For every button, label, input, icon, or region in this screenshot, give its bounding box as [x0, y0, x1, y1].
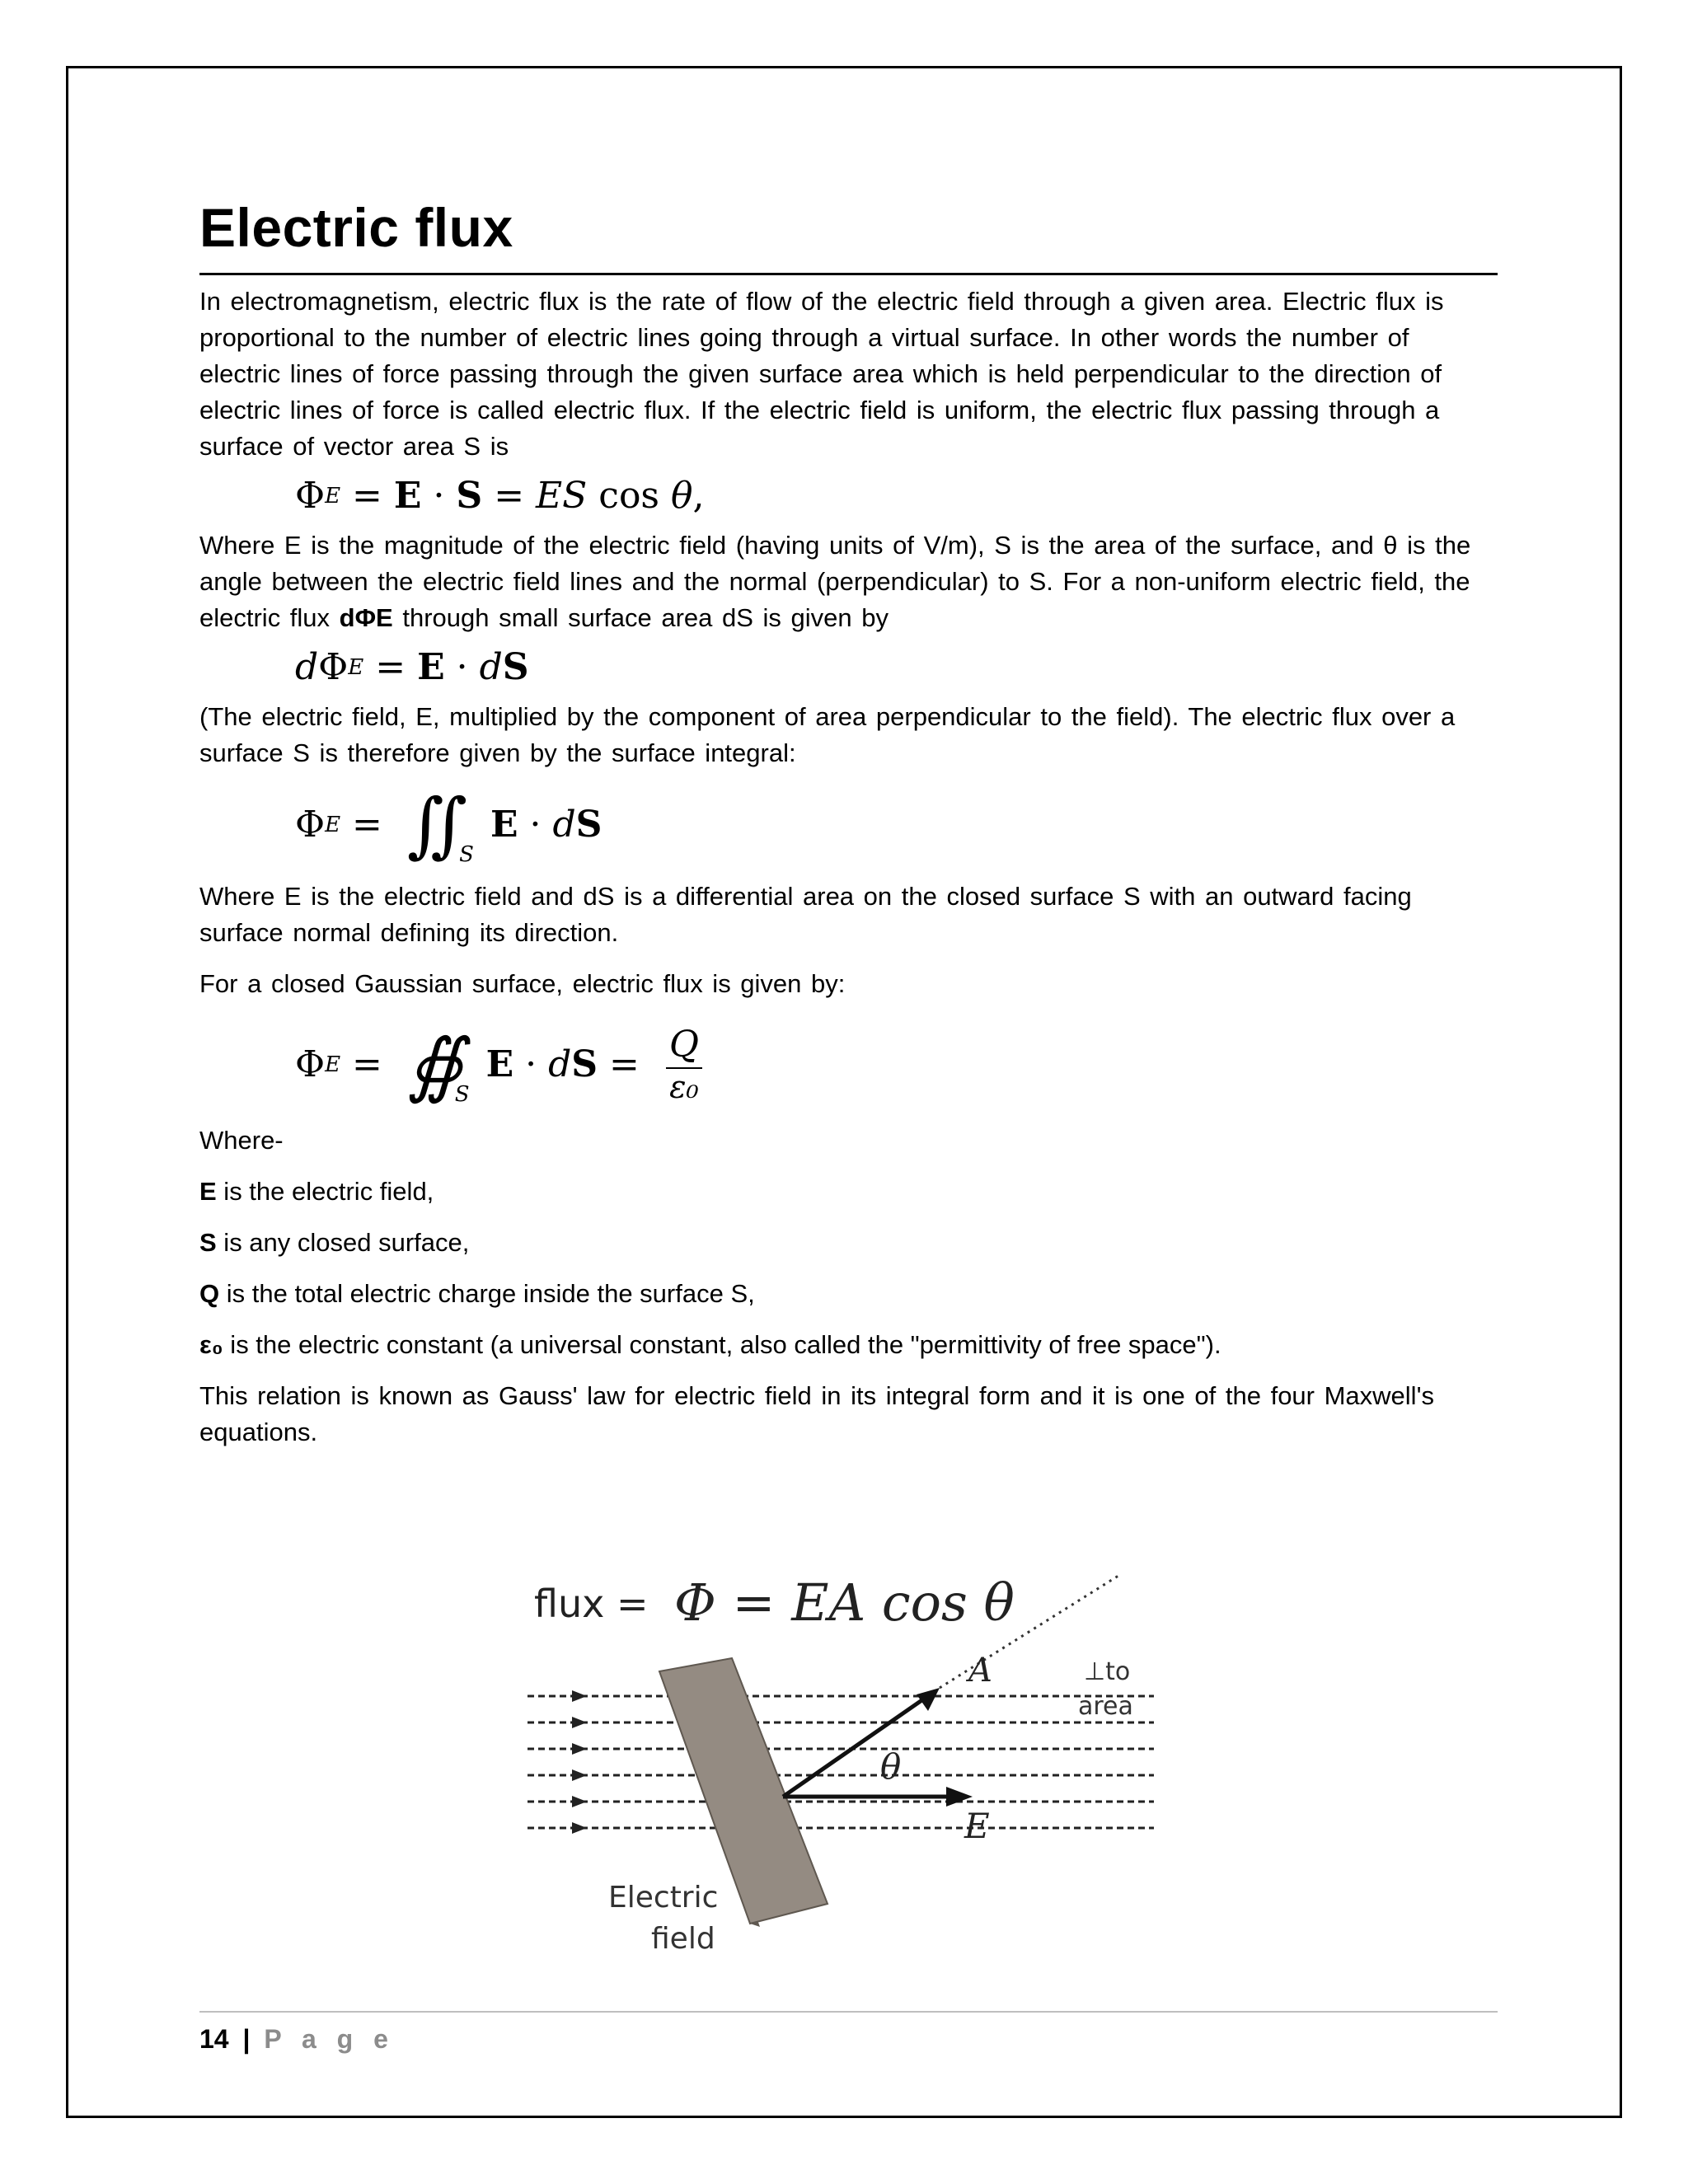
surface-integral-paragraph: (The electric field, E, multiplied by the component of area perpendicular to the field). The electric flux over a surface S is therefore given by the surface integral: [199, 701, 1456, 767]
label-A: A [968, 1652, 992, 1690]
gauss-law-paragraph: This relation is known as Gauss' law for electric field in its integral form and it is one of the four Maxwell's equations. [199, 1380, 1434, 1446]
page-footer [199, 2011, 1498, 2055]
field-line-arrowhead [572, 1769, 587, 1781]
field-line-arrowhead [572, 1717, 587, 1728]
definition-item: E is the electric field, [199, 1176, 434, 1206]
definition-item: ε₀ is the electric constant (a universal constant, also called the "permittivity of free space"). [199, 1329, 1221, 1359]
equation-gauss-law: Φ E = ∯ S E · d S = $\frac{Q}{\text{ε₀}}$ [295, 1007, 1498, 1122]
charge-over-epsilon: $\frac{Q}{\text{ε₀}}$ [666, 1024, 702, 1105]
field-lines [528, 1690, 1154, 1834]
closed-surface-integral-symbol: ∯ [406, 1023, 448, 1106]
label-E: E [964, 1806, 990, 1846]
label-electric: Electric [608, 1881, 719, 1915]
closed-surface-paragraph: Where E is the electric field and dS is a differential area on the closed surface S with an outward facing surface normal defining its direction. [199, 881, 1412, 947]
footer-separator: | [242, 2024, 251, 2054]
title-underline [199, 273, 1498, 275]
where-label: Where- [199, 1125, 284, 1155]
figure-formula-prefix: flux = [534, 1582, 649, 1626]
flux-diagram-svg [528, 1566, 1170, 1961]
equation-flux-uniform: Φ E = E · S = ES cos θ , [295, 475, 705, 518]
document-body [199, 198, 1498, 1451]
field-line-arrowhead [572, 1743, 587, 1755]
field-vector-arrowhead [946, 1787, 973, 1807]
equation-differential-flux: d Φ E = E · d S [295, 646, 529, 689]
page-number: 14 [199, 2024, 229, 2054]
intro-paragraph: In electromagnetism, electric flux is the rate of flow of the electric field through a given area. Electric flux is proportional to the number of electric lines going through a virtual surface. In other words the number of electric lines of force passing through the given surface area which is held perpendicular to the direction of electric lines of force is called electric flux. If the electric field is uniform, the electric flux passing through a surface of vector area S is [199, 286, 1444, 461]
label-theta: θ [880, 1746, 902, 1787]
double-integral-symbol: ∬ [406, 783, 453, 866]
definition-item: S is any closed surface, [199, 1227, 470, 1257]
page-word: P a g e [264, 2024, 395, 2054]
area-vector-line [783, 1694, 931, 1797]
figure-formula: Φ = EA cos θ [674, 1572, 1015, 1633]
label-field: field [651, 1922, 715, 1956]
page-title: Electric flux [199, 197, 513, 258]
label-area: area [1078, 1692, 1133, 1721]
label-perpendicular: ⊥to [1084, 1657, 1131, 1686]
dphi-bold: dΦE [339, 602, 393, 632]
definition-paragraph: Where E is the magnitude of the electric field (having units of V/m), S is the area of the surface, and θ is the angle between the electric field lines and the normal (perpendicular) to S. For a non-uniform electric field, the electric flux dΦE through small surface area dS is given by [199, 530, 1471, 632]
equation-surface-integral: Φ E = ∬ S E · d S [295, 783, 603, 867]
gaussian-paragraph: For a closed Gaussian surface, electric flux is given by: [199, 968, 846, 998]
field-line-arrowhead [572, 1690, 587, 1702]
definition-item: Q is the total electric charge inside the surface S, [199, 1278, 755, 1308]
field-line-arrowhead [572, 1822, 587, 1834]
flux-diagram [528, 1566, 1170, 1961]
field-line-arrowhead [572, 1796, 587, 1807]
